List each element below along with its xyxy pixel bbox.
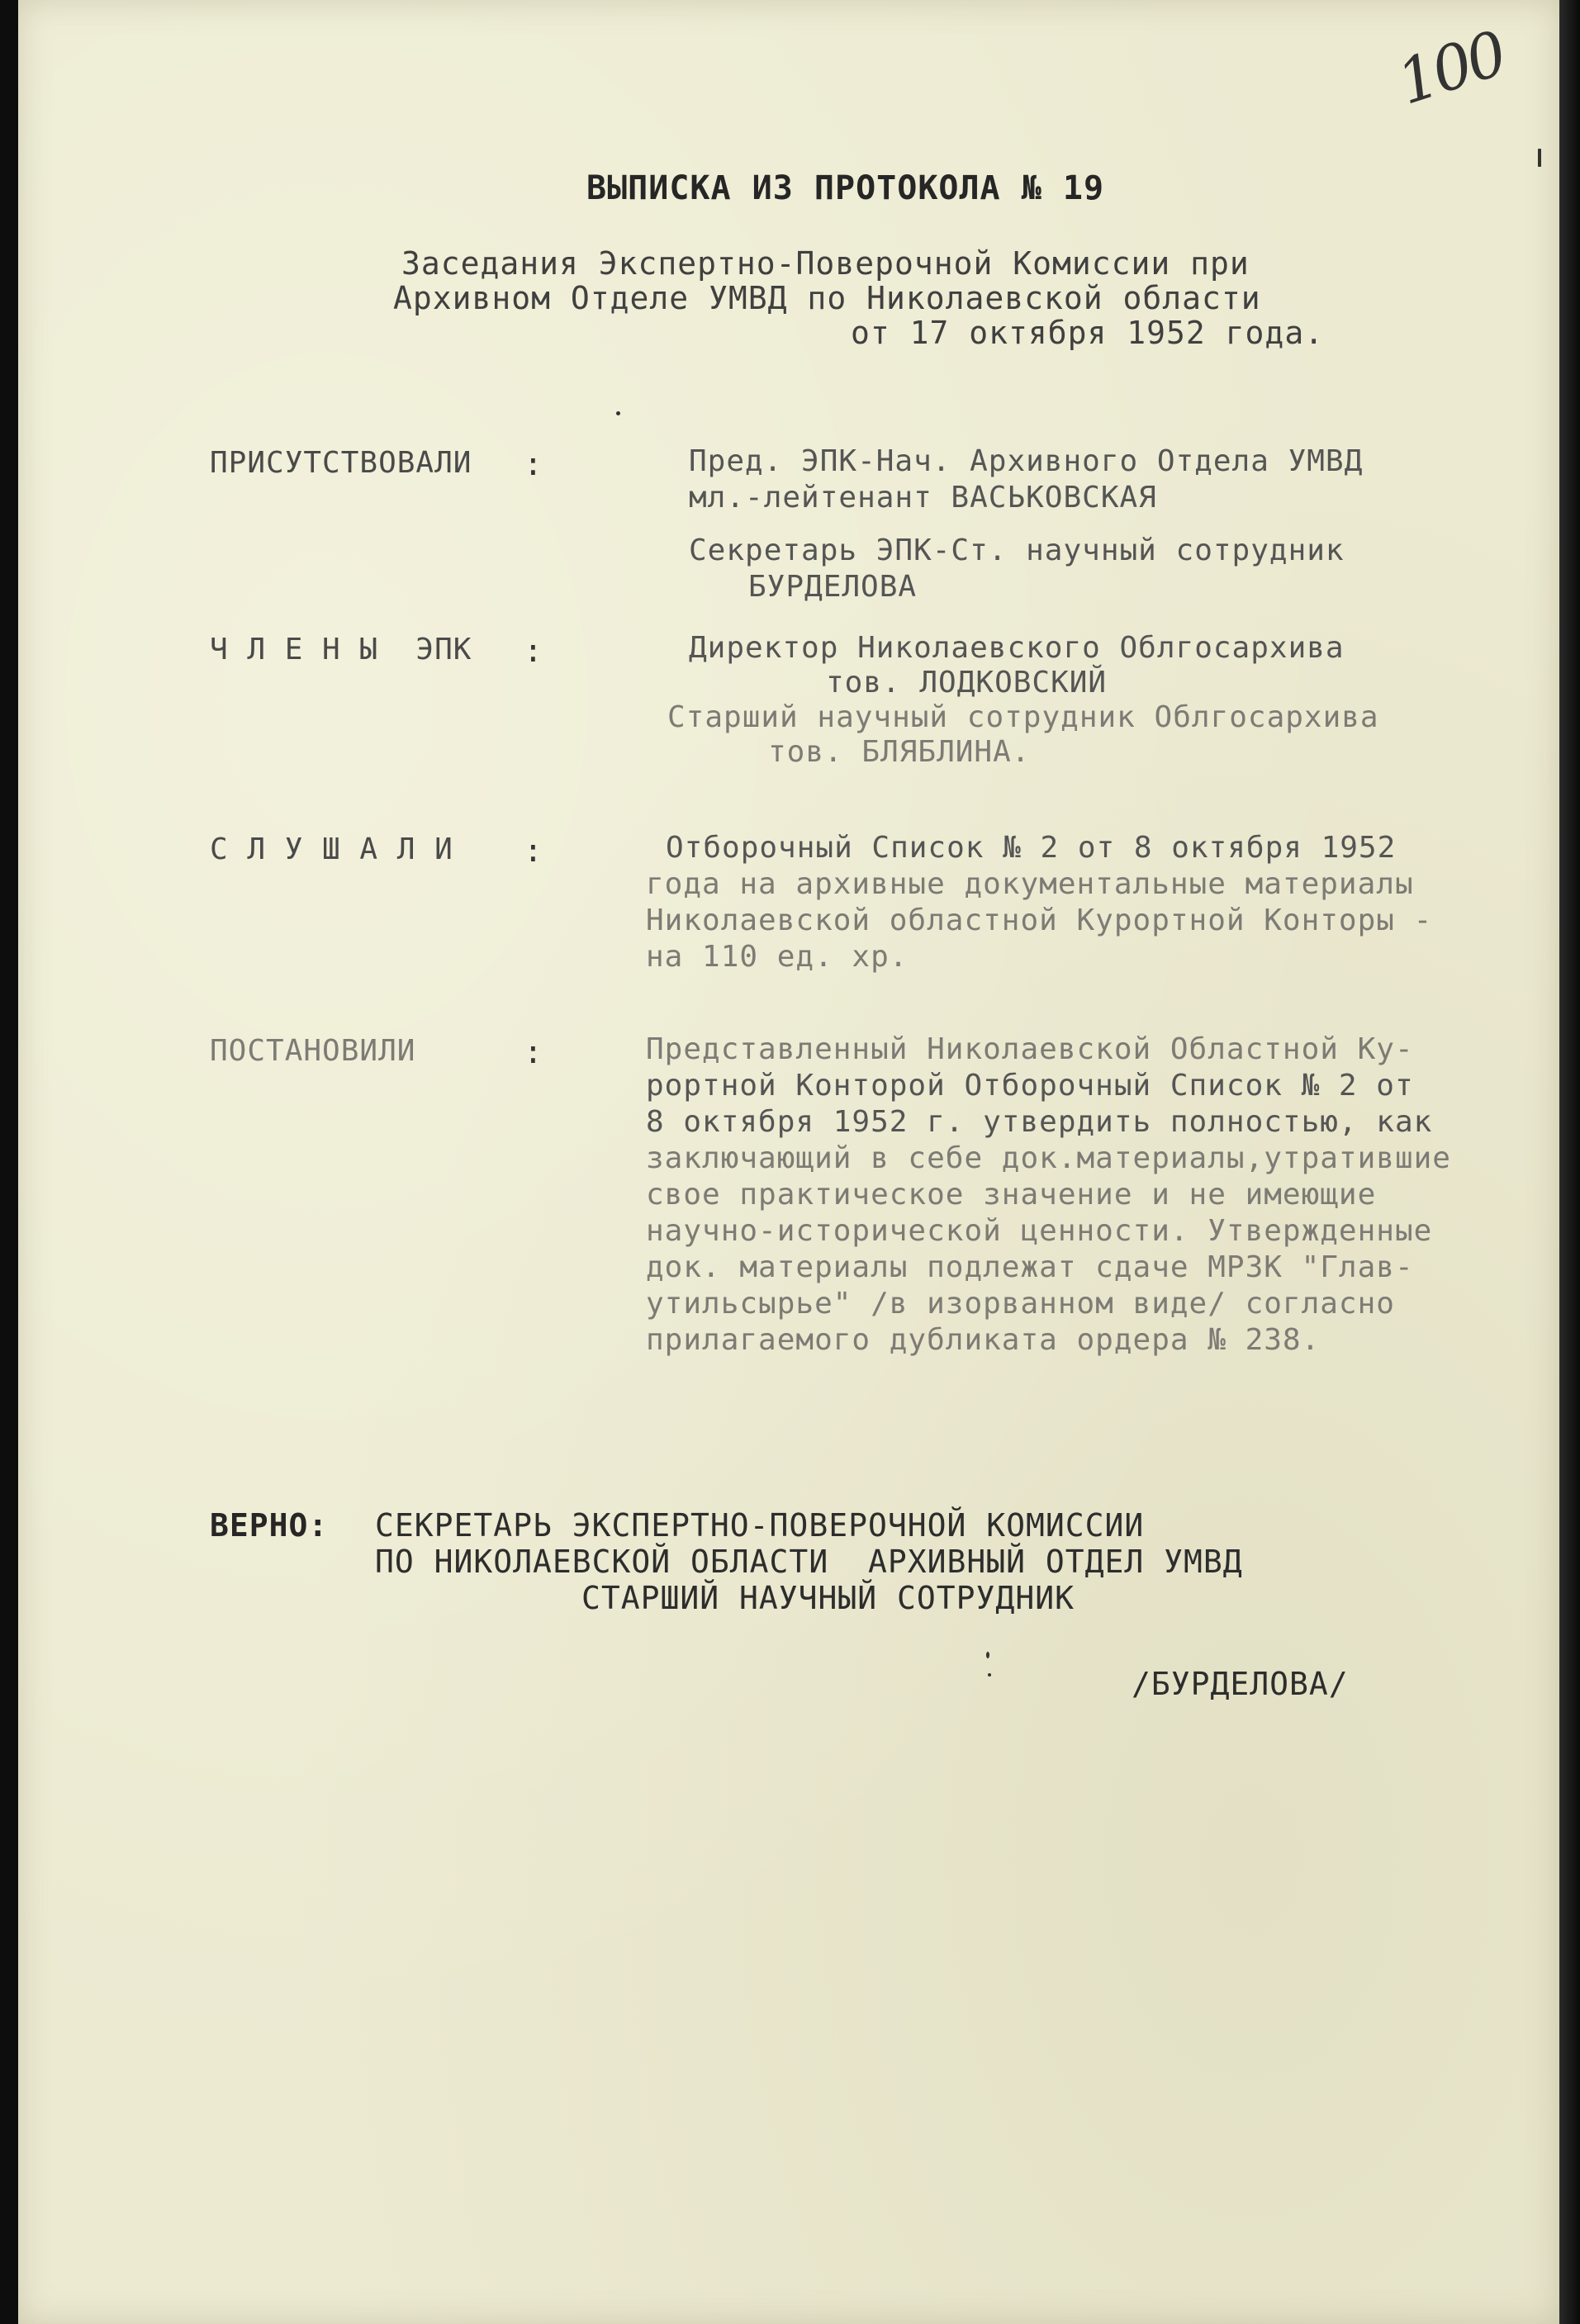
subtitle-line-2: Архивном Отделе УМВД по Николаевской области bbox=[393, 280, 1261, 316]
resolved-line-2: рортной Конторой Отборочный Список № 2 от bbox=[646, 1069, 1414, 1103]
certification-line-2: ПО НИКОЛАЕВСКОЙ ОБЛАСТИ АРХИВНЫЙ ОТДЕЛ УМВД bbox=[375, 1544, 1243, 1580]
present-colon: : bbox=[524, 446, 543, 482]
certification-line-3: СТАРШИЙ НАУЧНЫЙ СОТРУДНИК bbox=[581, 1580, 1075, 1616]
ink-dot bbox=[616, 411, 620, 415]
heard-line-3: Николаевской областной Курортной Конторы - bbox=[646, 904, 1433, 937]
resolved-colon: : bbox=[524, 1034, 543, 1070]
heard-label: С Л У Ш А Л И bbox=[210, 832, 453, 866]
resolved-line-7: док. материалы подлежат сдаче МРЗК "Глав- bbox=[646, 1250, 1414, 1284]
members-line-1: Директор Николаевского Облгосархива bbox=[689, 631, 1345, 665]
folio-number: 100 bbox=[1388, 18, 1513, 119]
members-colon: : bbox=[524, 633, 543, 669]
document-page bbox=[18, 0, 1559, 2324]
resolved-label: ПОСТАНОВИЛИ bbox=[210, 1034, 416, 1068]
signature-name: /БУРДЕЛОВА/ bbox=[1132, 1666, 1349, 1702]
heard-colon: : bbox=[524, 832, 543, 869]
document-title: ВЫПИСКА ИЗ ПРОТОКОЛА № 19 bbox=[586, 169, 1105, 207]
resolved-line-8: утильсырье" /в изорванном виде/ согласно bbox=[646, 1287, 1395, 1321]
margin-mark bbox=[1538, 149, 1541, 167]
ink-dot bbox=[988, 1673, 991, 1677]
ink-dot bbox=[986, 1652, 989, 1658]
resolved-line-1: Представленный Николаевской Областной Ку- bbox=[646, 1032, 1414, 1066]
heard-line-1: Отборочный Список № 2 от 8 октября 1952 bbox=[666, 831, 1397, 865]
resolved-line-6: научно-исторической ценности. Утвержденные bbox=[646, 1214, 1433, 1248]
resolved-line-5: свое практическое значение и не имеющие bbox=[646, 1178, 1377, 1212]
present-line-4: БУРДЕЛОВА bbox=[748, 570, 918, 604]
resolved-line-4: заключающий в себе док.материалы,утратившие bbox=[646, 1141, 1451, 1175]
present-line-1: Пред. ЭПК-Нач. Архивного Отдела УМВД bbox=[689, 444, 1364, 478]
present-line-2: мл.-лейтенант ВАСЬКОВСКАЯ bbox=[689, 481, 1157, 515]
members-line-3: Старший научный сотрудник Облгосархива bbox=[667, 700, 1379, 734]
heard-line-4: на 110 ед. хр. bbox=[646, 940, 909, 974]
resolved-line-3: 8 октября 1952 г. утвердить полностью, как bbox=[646, 1105, 1433, 1139]
scan-edge bbox=[1559, 0, 1580, 2324]
resolved-line-9: прилагаемого дубликата ордера № 238. bbox=[646, 1323, 1321, 1357]
members-line-2: тов. ЛОДКОВСКИЙ bbox=[826, 666, 1108, 700]
present-line-3: Секретарь ЭПК-Ст. научный сотрудник bbox=[689, 534, 1345, 567]
members-label: Ч Л Е Н Ы ЭПК bbox=[210, 633, 472, 666]
heard-line-2: года на архивные документальные материалы bbox=[646, 867, 1414, 901]
subtitle-line-1: Заседания Экспертно-Поверочной Комиссии при bbox=[401, 245, 1250, 282]
subtitle-line-3: от 17 октября 1952 года. bbox=[851, 315, 1325, 351]
members-line-4: тов. БЛЯБЛИНА. bbox=[768, 735, 1031, 769]
certification-label: ВЕРНО: bbox=[210, 1507, 329, 1544]
certification-line-1: СЕКРЕТАРЬ ЭКСПЕРТНО-ПОВЕРОЧНОЙ КОМИССИИ bbox=[375, 1507, 1145, 1544]
present-label: ПРИСУТСТВОВАЛИ bbox=[210, 446, 472, 480]
